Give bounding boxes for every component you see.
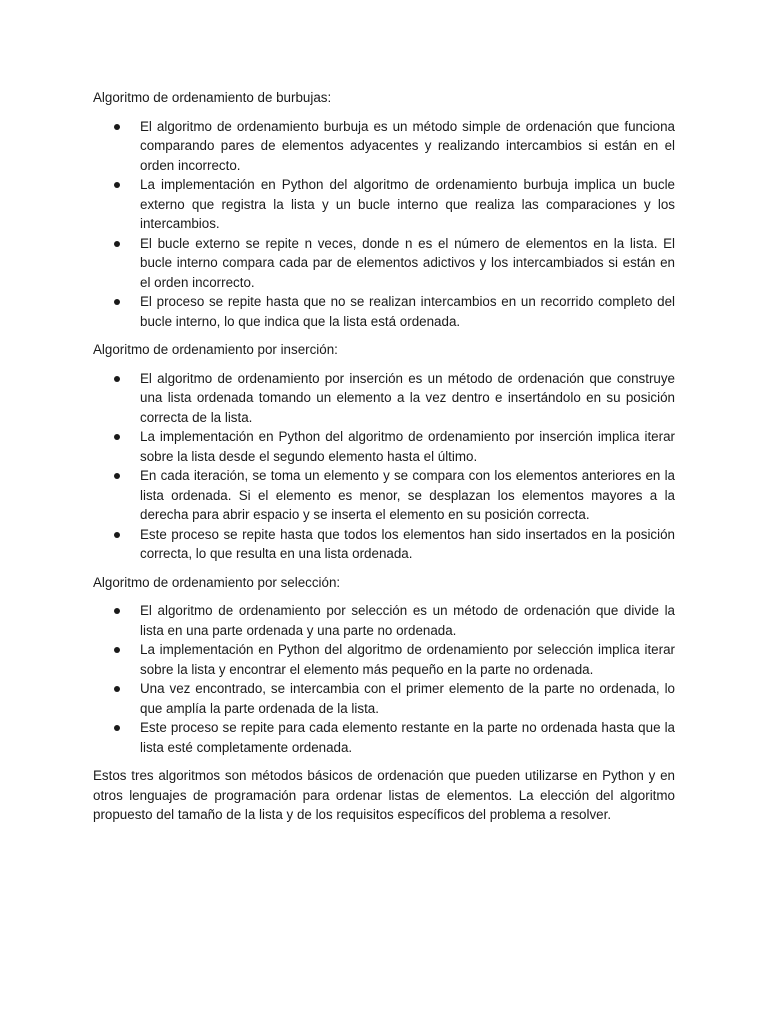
list-item: El algoritmo de ordenamiento burbuja es un método simple de ordenación que funciona comparando pares de elementos adyacentes y realizando intercambios si están en el orden incorrecto.	[140, 117, 675, 176]
list-item: La implementación en Python del algoritmo de ordenamiento burbuja implica un bucle externo que registra la lista y un bucle interno que realiza las comparaciones y los intercambios.	[140, 175, 675, 234]
bullet-icon	[114, 299, 120, 305]
list-item: En cada iteración, se toma un elemento y se compara con los elementos anteriores en la lista ordenada. Si el elemento es menor, se desplazan los elementos mayores a la derecha para abrir espacio y se inserta el elemento en su posición correcta.	[140, 466, 675, 525]
bullet-icon	[114, 434, 120, 440]
section-heading-selection-sort: Algoritmo de ordenamiento por selección:	[93, 574, 341, 590]
list-item: El bucle externo se repite n veces, donde n es el número de elementos en la lista. El bucle interno compara cada par de elementos adictivos y los intercambiados si están en el orden incorrecto.	[140, 234, 675, 293]
bullet-list-insertion-sort	[93, 369, 675, 564]
bullet-list-selection-sort	[93, 601, 675, 757]
bullet-icon	[114, 647, 120, 653]
bullet-icon	[114, 241, 120, 247]
document-page	[93, 88, 675, 825]
list-item: El algoritmo de ordenamiento por inserción es un método de ordenación que construye una lista ordenada tomando un elemento a la vez dentro e insertándolo en su posición correcta de la lista.	[140, 369, 675, 428]
list-item: La implementación en Python del algoritmo de ordenamiento por selección implica iterar sobre la lista y encontrar el elemento más pequeño en la parte no ordenada.	[140, 640, 675, 679]
section-heading-insertion-sort: Algoritmo de ordenamiento por inserción:	[93, 342, 338, 357]
bullet-icon	[114, 725, 120, 731]
bullet-icon	[114, 376, 120, 382]
bullet-icon	[114, 608, 120, 614]
bullet-icon	[114, 473, 120, 479]
list-item: Este proceso se repite hasta que todos los elementos han sido insertados en la posición correcta, lo que resulta en una lista ordenada.	[140, 525, 675, 564]
list-item: Una vez encontrado, se intercambia con el primer elemento de la parte no ordenada, lo que amplía la parte ordenada de la lista.	[140, 679, 675, 718]
bullet-list-bubble-sort	[93, 117, 675, 332]
section-heading-bubble-sort: Algoritmo de ordenamiento de burbujas:	[93, 90, 332, 105]
bullet-icon	[114, 124, 120, 130]
list-item: Este proceso se repite para cada elemento restante en la parte no ordenada hasta que la lista esté completamente ordenada.	[140, 718, 675, 757]
list-item: El algoritmo de ordenamiento por selección es un método de ordenación que divide la lista en una parte ordenada y una parte no ordenada.	[140, 601, 675, 640]
bullet-icon	[114, 532, 120, 538]
closing-paragraph: Estos tres algoritmos son métodos básicos de ordenación que pueden utilizarse en Python y en otros lenguajes de programación para ordenar listas de elementos. La elección del algoritmo propuesto del tamaño de la lista y de los requisitos específicos del problema a resolver.	[93, 768, 675, 822]
bullet-icon	[114, 182, 120, 188]
list-item: La implementación en Python del algoritmo de ordenamiento por inserción implica iterar sobre la lista desde el segundo elemento hasta el último.	[140, 427, 675, 466]
list-item: El proceso se repite hasta que no se realizan intercambios en un recorrido completo del bucle interno, lo que indica que la lista está ordenada.	[140, 292, 675, 331]
bullet-icon	[114, 686, 120, 692]
